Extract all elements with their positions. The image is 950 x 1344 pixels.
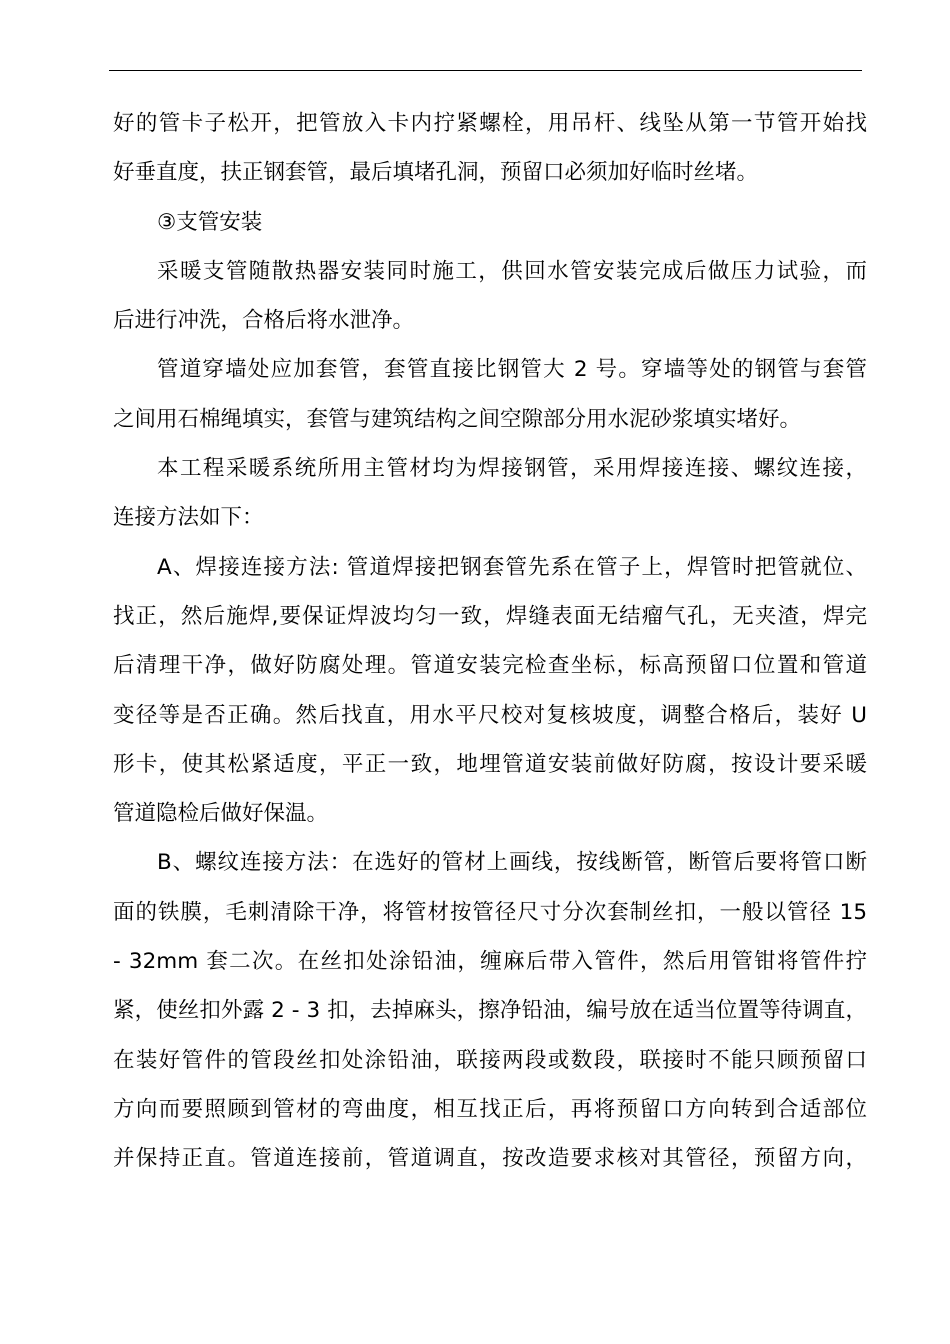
text-line: 本工程采暖系统所用主管材均为焊接钢管，采用焊接连接、螺纹连接，	[157, 456, 867, 482]
text-line: 管道穿墙处应加套管，套管直接比钢管大 2 号。穿墙等处的钢管与套管	[157, 357, 867, 383]
document-body	[113, 103, 867, 1188]
text-line: 紧，使丝扣外露 2 - 3 扣，去掉麻头，擦净铅油，编号放在适当位置等待调直，	[113, 998, 867, 1024]
text-line: A、焊接连接方法: 管道焊接把钢套管先系在管子上，焊管时把管就位、	[157, 554, 867, 580]
text-line: 好的管卡子松开，把管放入卡内拧紧螺栓，用吊杆、线坠从第一节管开始找	[113, 111, 867, 136]
text-line: 变径等是否正确。然后找直，用水平尺校对复核坡度，调整合格后，装好 U	[113, 702, 867, 728]
section-heading: ③支管安装	[157, 209, 263, 235]
text-line: 形卡，使其松紧适度，平正一致，地埋管道安装前做好防腐，按设计要采暖	[113, 751, 867, 777]
text-line: 管道隐检后做好保温。	[113, 801, 329, 827]
header-rule	[109, 70, 862, 71]
text-line: 连接方法如下：	[113, 505, 264, 531]
text-line: 采暖支管随散热器安装同时施工，供回水管安装完成后做压力试验，而	[157, 258, 867, 284]
text-line: 面的铁膜，毛刺清除干净，将管材按管径尺寸分次套制丝扣，一般以管径 15	[113, 899, 867, 925]
text-line: 方向而要照顾到管材的弯曲度，相互找正后，再将预留口方向转到合适部位	[113, 1096, 867, 1122]
text-line: 后清理干净，做好防腐处理。管道安装完检查坐标，标高预留口位置和管道	[113, 653, 867, 679]
text-line: 后进行冲洗，合格后将水泄净。	[113, 308, 415, 334]
text-line: 并保持正直。管道连接前，管道调直，按改造要求核对其管径，预留方向，	[113, 1146, 867, 1172]
text-line: 找正，然后施焊,要保证焊波均匀一致，焊缝表面无结瘤气孔，无夹渣，焊完	[113, 603, 867, 629]
text-line: 在装好管件的管段丝扣处涂铅油，联接两段或数段，联接时不能只顾预留口	[113, 1047, 867, 1073]
text-line: 之间用石棉绳填实，套管与建筑结构之间空隙部分用水泥砂浆填实堵好。	[113, 406, 802, 432]
text-line: - 32mm 套二次。在丝扣处涂铅油，缠麻后带入管件，然后用管钳将管件拧	[113, 949, 867, 975]
text-line: 好垂直度，扶正钢套管，最后填堵孔洞，预留口必须加好临时丝堵。	[113, 160, 759, 186]
text-line: B、螺纹连接方法：在选好的管材上画线，按线断管，断管后要将管口断	[157, 850, 867, 876]
